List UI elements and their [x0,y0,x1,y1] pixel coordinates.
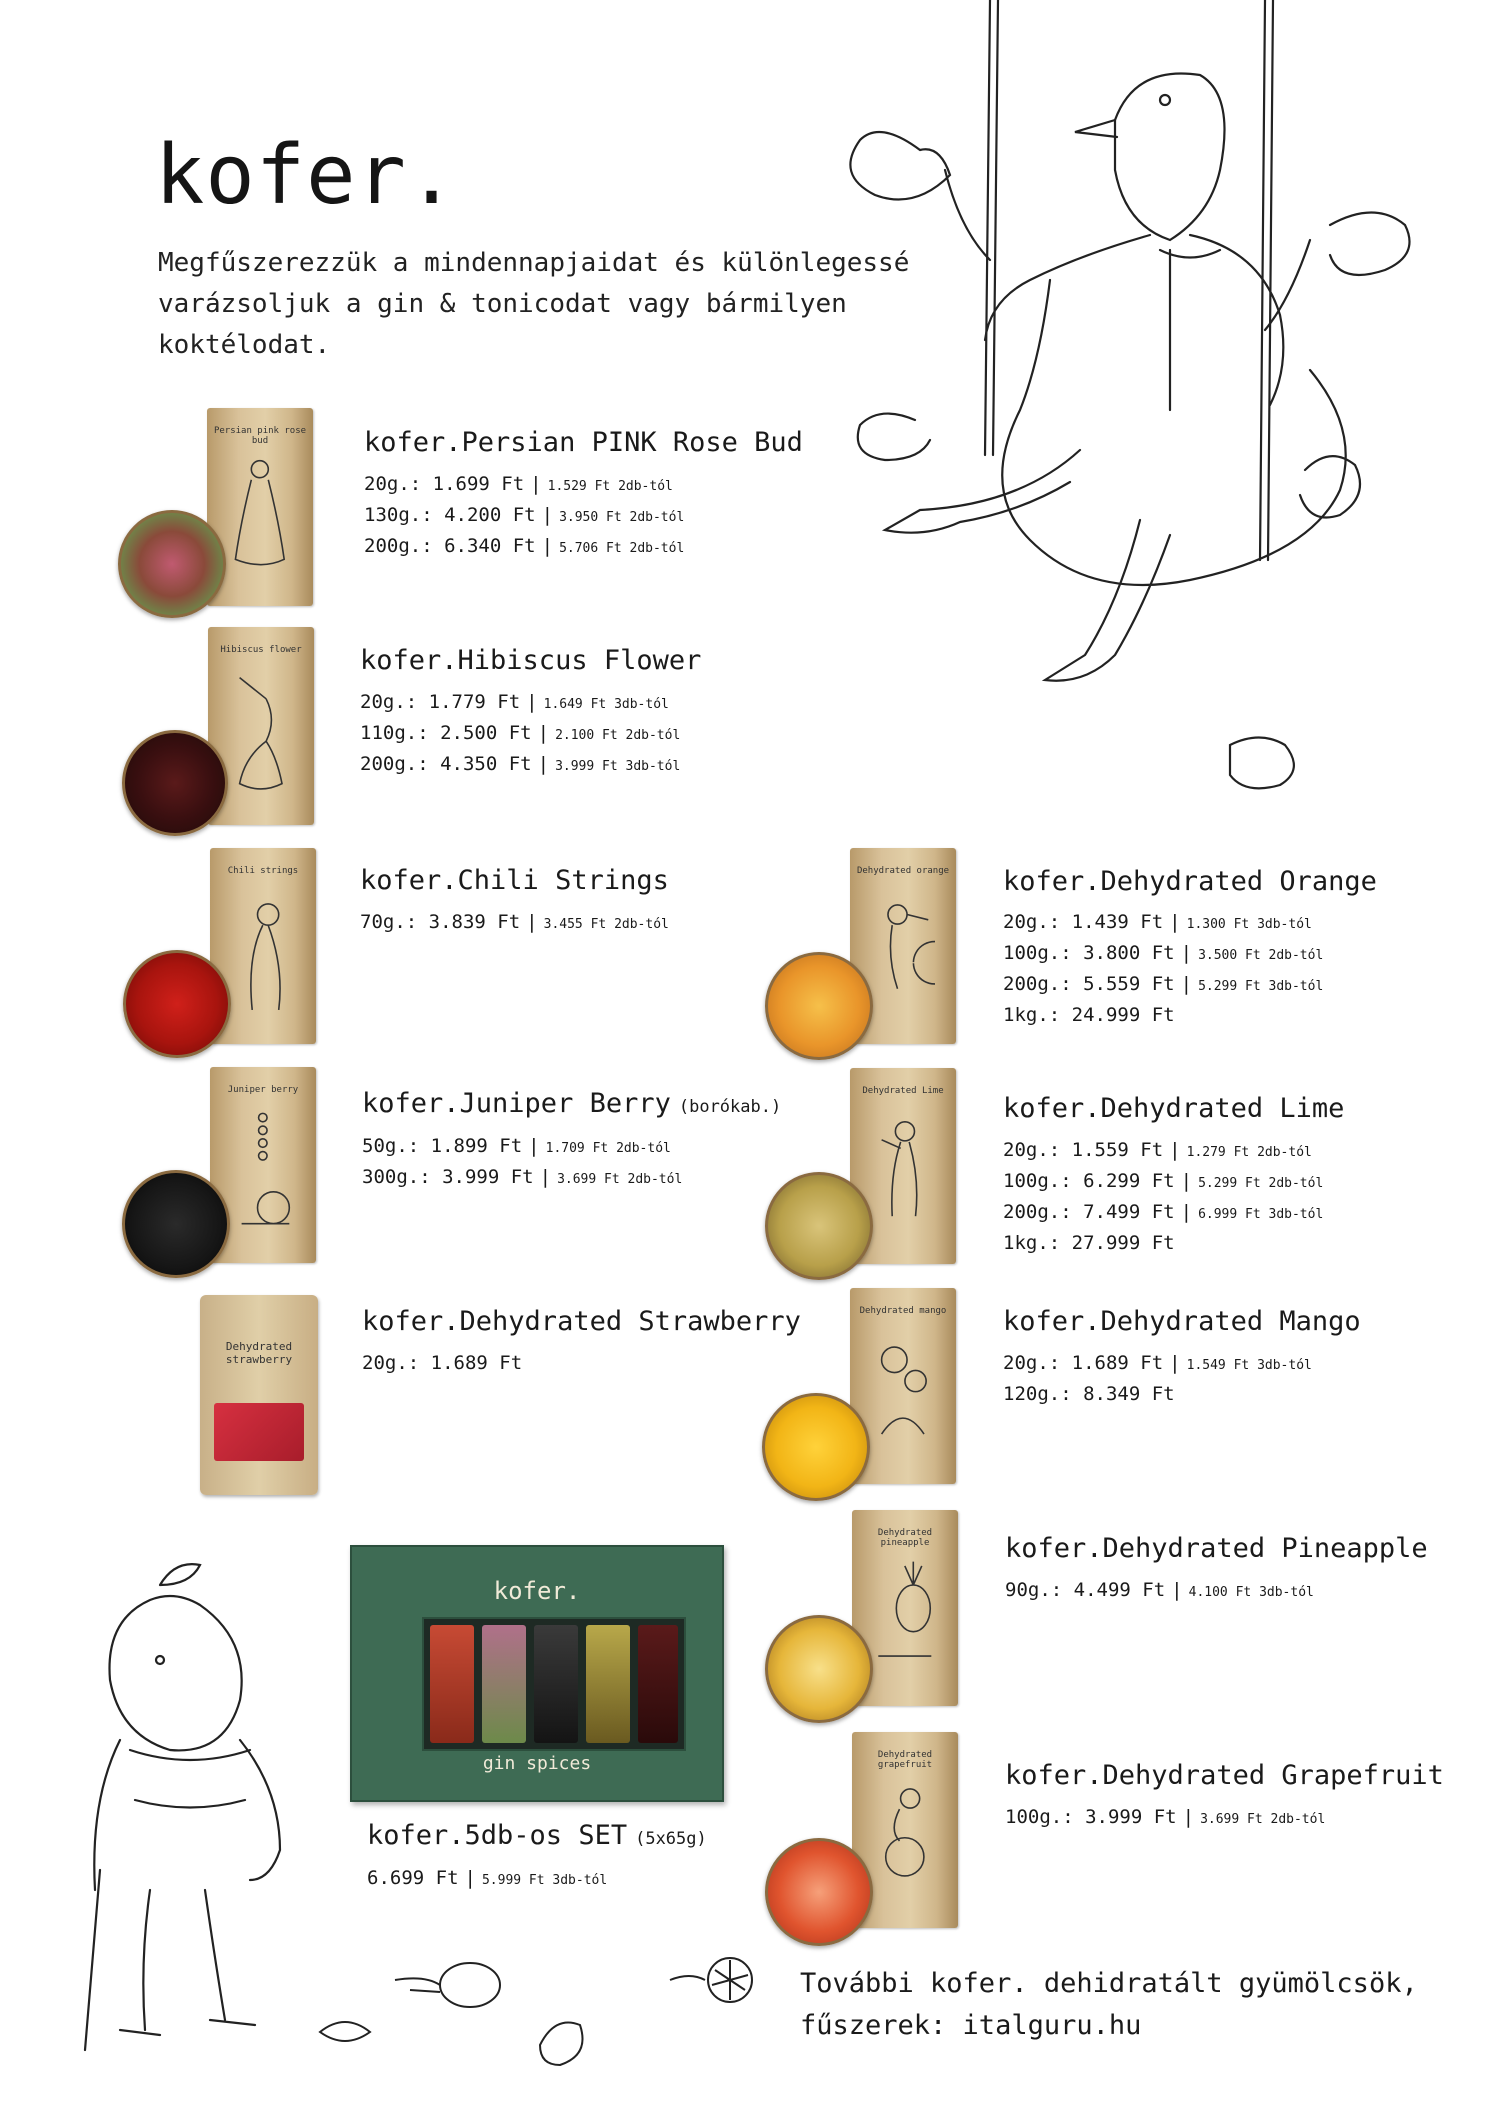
rose-bud-title: kofer.Persian PINK Rose Bud [364,427,803,458]
mango-title: kofer.Dehydrated Mango [1003,1306,1361,1337]
chili-bowl [123,950,231,1058]
can-label: Juniper berry [227,1085,299,1095]
lime-prices [1003,1136,1323,1257]
footer-line-1: További kofer. dehidratált gyümölcsök, [800,1968,1418,1999]
fruit-doodles [300,1950,760,2070]
pouch-window [214,1403,304,1461]
price-row: 120g.: 8.349 Ft [1003,1383,1175,1405]
lime-title: kofer.Dehydrated Lime [1003,1093,1345,1124]
swing-illustration [720,0,1440,830]
gift-set-note: (5x65g) [635,1829,707,1849]
figure-icon [231,888,295,1015]
price-row: 20g.: 1.699 Ft | 1.529 Ft 2db-tól [364,473,673,495]
price-row: 110g.: 2.500 Ft | 2.100 Ft 2db-tól [360,722,681,744]
juniper-note: (borókab.) [678,1097,782,1117]
price-row: 130g.: 4.200 Ft | 3.950 Ft 2db-tól [364,504,685,526]
rose-bud-prices [364,470,684,563]
orange-bowl [765,952,873,1060]
can-label: Dehydrated Lime [862,1086,944,1096]
price-row: 200g.: 5.559 Ft | 5.299 Ft 3db-tól [1003,973,1324,995]
lemon-man-illustration [40,1540,340,2060]
mouse-figure-icon [228,448,292,575]
pineapple-title: kofer.Dehydrated Pineapple [1005,1533,1428,1564]
gift-set-box [350,1545,724,1802]
price-row: 100g.: 3.999 Ft | 3.699 Ft 2db-tól [1005,1806,1326,1828]
hibiscus-title: kofer.Hibiscus Flower [360,645,702,676]
strawberry-pouch [200,1295,318,1495]
chili-title: kofer.Chili Strings [360,865,669,896]
gift-box-logo: kofer. [493,1577,581,1605]
price-row: 6.699 Ft | 5.999 Ft 3db-tól [367,1867,608,1889]
price-row: 100g.: 3.800 Ft | 3.500 Ft 2db-tól [1003,942,1324,964]
price-row: 1kg.: 24.999 Ft [1003,1004,1175,1026]
brand-logo: kofer. [155,128,458,223]
juniper-bowl [122,1170,230,1278]
price-row: 20g.: 1.689 Ft [362,1352,523,1374]
price-row: 200g.: 4.350 Ft | 3.999 Ft 3db-tól [360,753,681,775]
snail-figure-icon [231,1107,295,1234]
price-row: 1kg.: 27.999 Ft [1003,1232,1175,1254]
orange-prices [1003,908,1323,1029]
can-label: Chili strings [227,866,299,876]
price-row: 200g.: 7.499 Ft | 6.999 Ft 3db-tól [1003,1201,1324,1223]
can-label: Hibiscus flower [220,645,302,655]
gift-window [422,1617,686,1751]
chili-prices [360,908,669,939]
gift-box-subtitle: gin spices [482,1753,592,1774]
hibiscus-bowl [122,730,228,836]
footer-line-2[interactable]: fűszerek: italguru.hu [800,2010,1142,2041]
price-row: 90g.: 4.499 Ft | 4.100 Ft 3db-tól [1005,1579,1314,1601]
price-row: 20g.: 1.689 Ft | 1.549 Ft 3db-tól [1003,1352,1312,1374]
pineapple-prices [1005,1576,1314,1607]
grapefruit-bowl [765,1838,873,1946]
intro-text: Megfűszerezzük a mindennapjaidat és különlegessé varázsoljuk a gin & tonicodat vagy bármilyen koktélodat. [158,248,910,360]
grapefruit-prices [1005,1803,1325,1834]
orange-title: kofer.Dehydrated Orange [1003,866,1377,897]
price-row: 20g.: 1.559 Ft | 1.279 Ft 2db-tól [1003,1139,1312,1161]
price-row: 70g.: 3.839 Ft | 3.455 Ft 2db-tól [360,911,669,933]
bird-figure-icon [229,667,293,794]
can-label: Dehydrated orange [856,866,950,876]
strawberry-prices [362,1349,522,1377]
mango-prices [1003,1349,1312,1408]
lime-bowl [765,1172,873,1280]
price-row: 300g.: 3.999 Ft | 3.699 Ft 2db-tól [362,1166,683,1188]
figure-icon [873,1772,937,1899]
juniper-title: kofer.Juniper Berry (borókab.) [362,1088,782,1119]
hibiscus-prices [360,688,680,781]
pouch-label: Dehydrated strawberry [225,1340,293,1366]
figure-icon [871,1328,935,1455]
figure-icon [871,1108,935,1235]
price-row: 20g.: 1.779 Ft | 1.649 Ft 3db-tól [360,691,669,713]
price-row: 20g.: 1.439 Ft | 1.300 Ft 3db-tól [1003,911,1312,933]
price-row: 200g.: 6.340 Ft | 5.706 Ft 2db-tól [364,535,685,557]
can-label: Dehydrated grapefruit [877,1750,933,1770]
pineapple-figure-icon [873,1550,937,1677]
gift-set-prices [367,1864,607,1895]
grapefruit-title: kofer.Dehydrated Grapefruit [1005,1760,1444,1791]
toucan-figure-icon [871,888,935,1015]
gift-set-title: kofer.5db-os SET (5x65g) [367,1820,707,1851]
can-label: Dehydrated pineapple [877,1528,933,1548]
strawberry-title: kofer.Dehydrated Strawberry [362,1306,801,1337]
mango-bowl [762,1393,870,1501]
footer-text [800,1963,1418,2047]
can-label: Persian pink rose bud [213,426,307,446]
can-label: Dehydrated mango [859,1306,947,1316]
juniper-prices [362,1132,682,1194]
price-row: 100g.: 6.299 Ft | 5.299 Ft 2db-tól [1003,1170,1324,1192]
price-row: 50g.: 1.899 Ft | 1.709 Ft 2db-tól [362,1135,671,1157]
rose-bud-bowl [118,510,226,618]
pineapple-bowl [765,1615,873,1723]
